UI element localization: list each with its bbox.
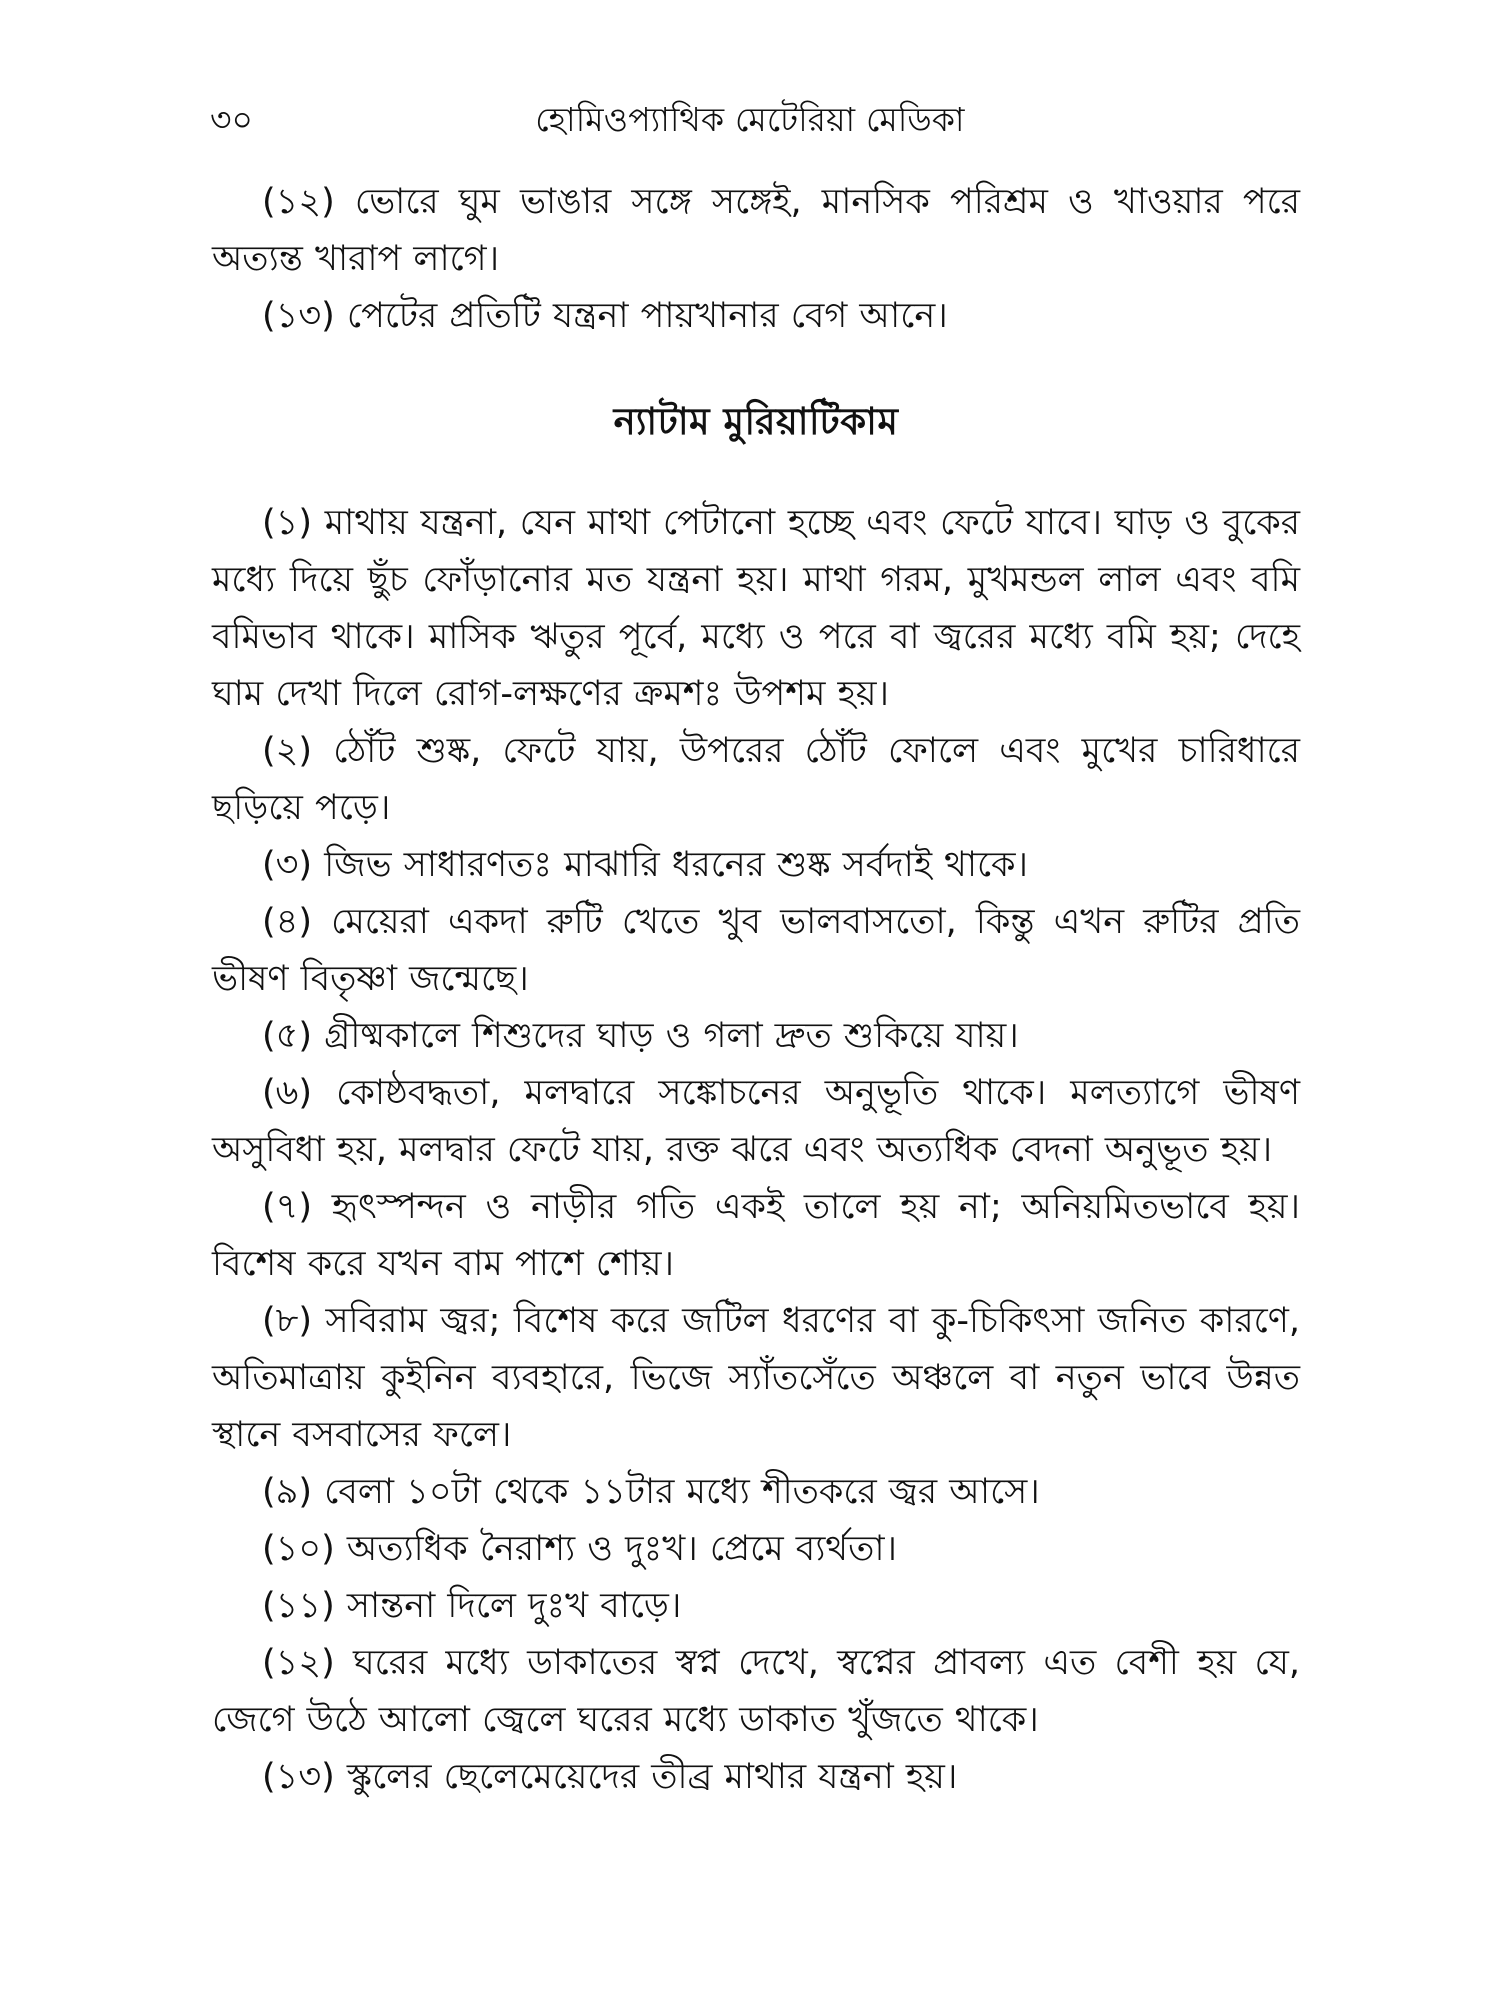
list-item: (১৩) পেটের প্রতিটি যন্ত্রনা পায়খানার বেগ আনে। — [262, 296, 948, 336]
list-item: (৫) গ্রীষ্মকালে শিশুদের ঘাড় ও গলা দ্রুত শুকিয়ে যায়। — [262, 1016, 1019, 1056]
list-item: (১২) ঘরের মধ্যে ডাকাতের স্বপ্ন দেখে, স্বপ্নের প্রাবল্য এত বেশী হয় যে, জেগে উঠে আলো জ্বেলে ঘরের মধ্যে ডাকাত খুঁজতে থাকে। — [212, 1643, 1300, 1740]
list-item: (৩) জিভ সাধারণতঃ মাঝারি ধরনের শুষ্ক সর্বদাই থাকে। — [262, 845, 1029, 885]
list-item: (৮) সবিরাম জ্বর; বিশেষ করে জটিল ধরণের বা কু-চিকিৎসা জনিত কারণে, অতিমাত্রায় কুইনিন ব্যবহারে, ভিজে স্যাঁতসেঁতে অঞ্চলে বা নতুন ভাবে উন্নত স্থানে বসবাসের ফলে। — [212, 1301, 1300, 1455]
list-item: (১৩) স্কুলের ছেলেমেয়েদের তীব্র মাথার যন্ত্রনা হয়। — [262, 1757, 958, 1797]
list-item: (৯) বেলা ১০টা থেকে ১১টার মধ্যে শীতকরে জ্বর আসে। — [262, 1472, 1040, 1512]
list-item: (৪) মেয়েরা একদা রুটি খেতে খুব ভালবাসতো, কিন্তু এখন রুটির প্রতি ভীষণ বিতৃষ্ণা জন্মেছে। — [212, 902, 1300, 999]
page-content — [212, 174, 1300, 1806]
section-gap — [212, 345, 1300, 393]
list-item: (১০) অত্যধিক নৈরাশ্য ও দুঃখ। প্রেমে ব্যর্থতা। — [262, 1529, 898, 1569]
list-item: (৬) কোষ্ঠবদ্ধতা, মলদ্বারে সঙ্কোচনের অনুভূতি থাকে। মলত্যাগে ভীষণ অসুবিধা হয়, মলদ্বার ফেটে যায়, রক্ত ঝরে এবং অত্যধিক বেদনা অনুভূত হয়। — [212, 1073, 1300, 1170]
running-title: হোমিওপ্যাথিক মেটেরিয়া মেডিকা — [535, 100, 965, 139]
list-item: (১) মাথায় যন্ত্রনা, যেন মাথা পেটানো হচ্ছে এবং ফেটে যাবে। ঘাড় ও বুকের মধ্যে দিয়ে ছুঁচ ফোঁড়ানোর মত যন্ত্রনা হয়। মাথা গরম, মুখমন্ডল লাল এবং বমি বমিভাব থাকে। মাসিক ঋতুর পূর্বে, মধ্যে ও পরে বা জ্বরের মধ্যে বমি হয়; দেহে ঘাম দেখা দিলে রোগ-লক্ষণের ক্রমশঃ উপশম হয়। — [212, 503, 1300, 714]
list-item: (৭) হৃৎস্পন্দন ও নাড়ীর গতি একই তালে হয় না; অনিয়মিতভাবে হয়। বিশেষ করে যখন বাম পাশে শোয়। — [212, 1187, 1300, 1284]
section-title: ন্যাটাম মুরিয়াটিকাম — [613, 400, 899, 443]
page-number: ৩০ — [210, 100, 253, 139]
list-item: (১১) সান্তনা দিলে দুঃখ বাড়ে। — [262, 1586, 682, 1626]
list-item: (২) ঠোঁট শুষ্ক, ফেটে যায়, উপরের ঠোঁট ফোলে এবং মুখের চারিধারে ছড়িয়ে পড়ে। — [212, 731, 1300, 828]
list-item: (১২) ভোরে ঘুম ভাঙার সঙ্গে সঙ্গেই, মানসিক পরিশ্রম ও খাওয়ার পরে অত্যন্ত খারাপ লাগে। — [212, 182, 1300, 279]
page-header — [210, 96, 1290, 156]
